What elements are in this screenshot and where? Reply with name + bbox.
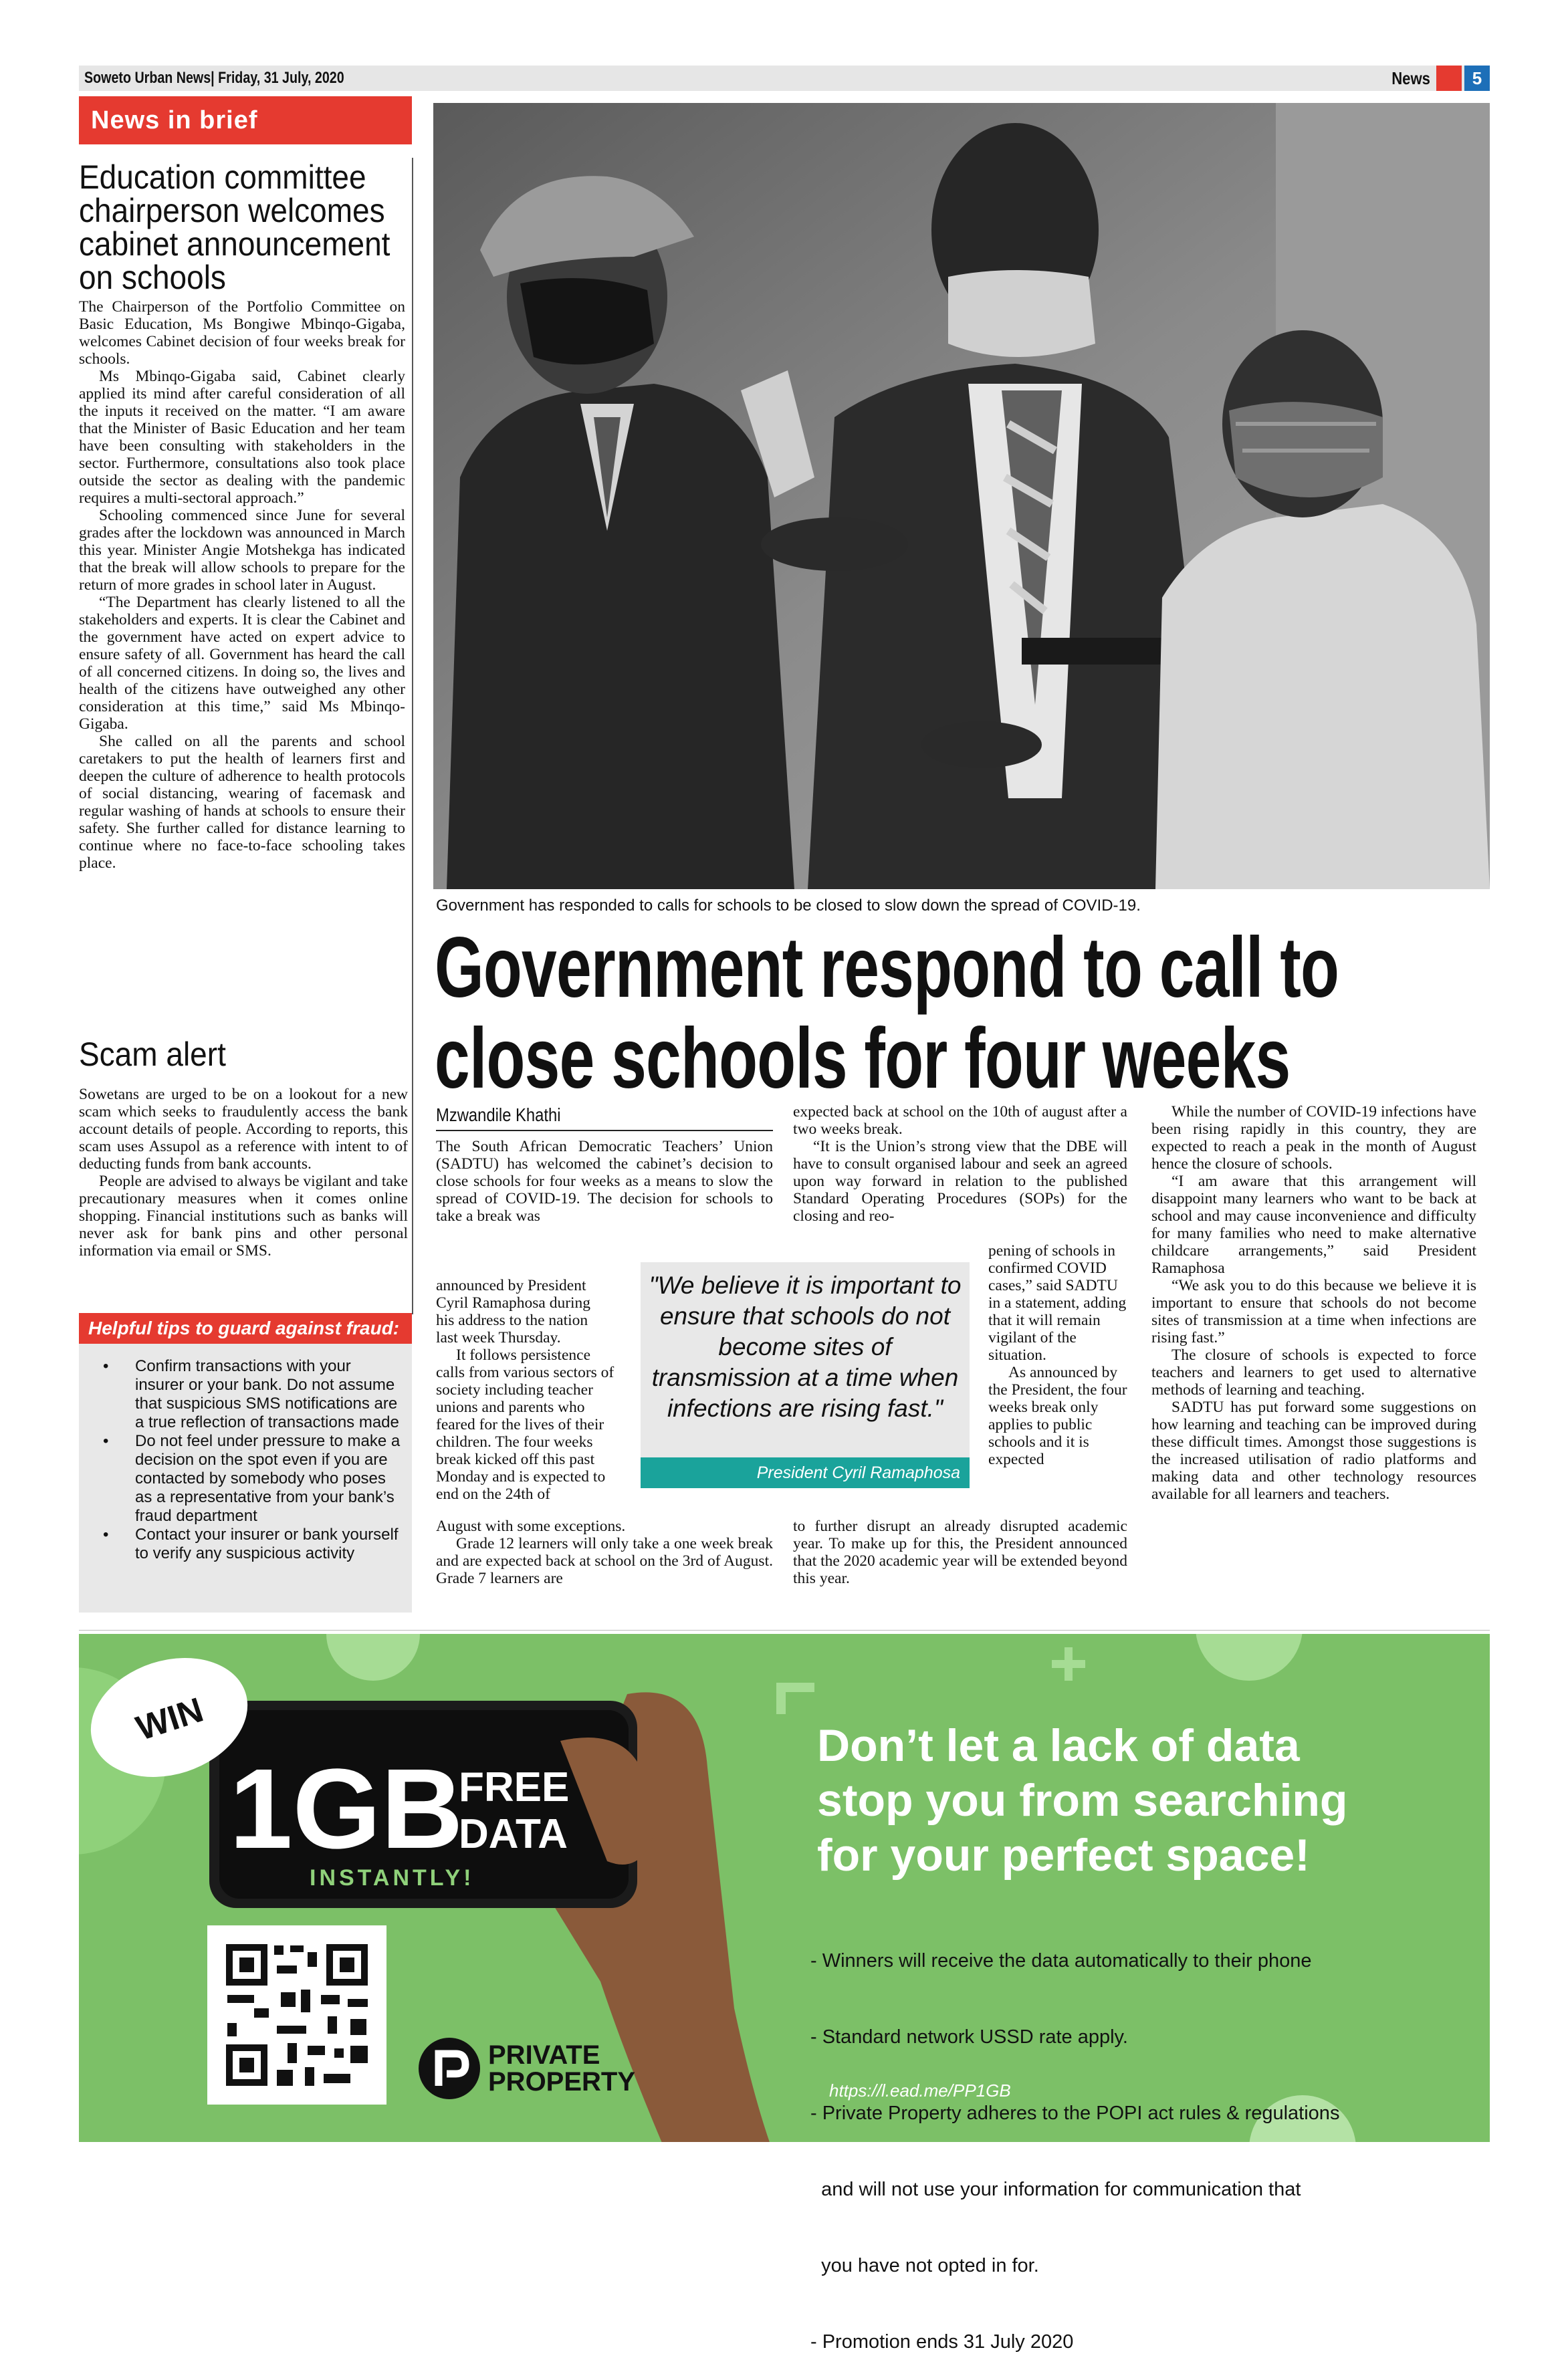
text-line: last week Thursday. [436,1329,561,1346]
paragraph: The South African Democratic Teachers’ Union (SADTU) has welcomed the cabinet’s decision to close schools for four weeks as a means to slow the spread of COVID-19. The decision for schools to take a break was [436,1138,773,1225]
brand-name-line1: PRIVATE [488,2040,600,2070]
tip-text: Contact your insurer or bank yourself to verify any suspicious activity [135,1526,399,1562]
scam-alert-title: Scam alert [79,1036,226,1073]
text-line: announced by President [436,1277,586,1294]
list-item: - Winners will receive the data automatically to their phone [810,1950,1312,1972]
masthead: Soweto Urban News| Friday, 31 July, 2020 [84,69,344,87]
article-column-2-top [793,1103,1127,1225]
brand-name-line2: PROPERTY [488,2067,636,2097]
section-color-block [1436,66,1462,91]
paragraph: The Chairperson of the Portfolio Committee on Basic Education, Ms Bongiwe Mbinqo-Gigaba, welcomes Cabinet decision of four weeks break for schools. [79,298,405,368]
ad-headline-line: for your perfect space! [817,1830,1310,1881]
page-number: 5 [1464,66,1490,91]
paragraph: “The Department has clearly listened to all the stakeholders and experts. It is clear the Cabinet and the government have acted on expert advice to ensure safety of all. Government has heard the call of all concerned citizens. In doing so, the lives and health of the citizens have outweighed any other consideration at this time,” said Ms Mbinqo-Gigaba. [79,594,405,733]
paragraph: pening of schools in confirmed COVID cases,” said SADTU in a statement, adding that it will remain vigilant of the situation. [988,1242,1127,1364]
byline-rule [436,1130,773,1131]
paragraph: Ms Mbinqo-Gigaba said, Cabinet clearly applied its mind after careful consideration of all the inputs it received on the matter. “I am aware that the Minister of Basic Education and her team have been consulting with stakeholders in the sector. Furthermore, consultations also took place outside the sector as dealing with the pandemic requires a multi-sectoral approach.” [79,368,405,507]
ad-headline-line: Don’t let a lack of data [817,1720,1300,1771]
qr-code[interactable] [207,1925,386,2105]
paragraph: Grade 12 learners will only take a one week break and are expected back at school on the 3rd of August. Grade 7 learners are [436,1535,773,1587]
paragraph: It follows persistence calls from various sectors of society including teacher unions and parents who feared for the lives of their children. The four weeks break kicked off this past Monday and is expected to end on the 24th of [436,1346,615,1503]
section-divider [79,1630,1490,1631]
paragraph: expected back at school on the 10th of august after a two weeks break. [793,1103,1127,1138]
private-property-logo[interactable] [416,2035,670,2102]
column-divider [412,158,413,1314]
scam-alert-body [79,1086,408,1260]
paragraph: She called on all the parents and school caretakers to put the health of learners first and deepen the culture of adherence to health protocols of social distancing, wearing of facemask and regular washing of hands at schools to ensure their safety. She further called for distance learning to continue where no face-to-face schooling takes place. [79,733,405,872]
paragraph: Schooling commenced since June for several grades after the lockdown was announced in March this year. Minister Angie Motshekga has indicated that the break will allow schools to prepare for the return of more grades in school later in August. [79,507,405,594]
byline: Mzwandile Khathi [436,1104,561,1125]
private-property-icon [416,2035,483,2102]
photo-caption: Government has responded to calls for schools to be closed to slow down the spread of COVID-19. [436,897,1141,915]
paragraph: SADTU has put forward some suggestions on how learning and teaching can be improved during these difficult times. Amongst those suggestions is the increased utilisation of radio platforms and making data and other technology resources available for all learners and teachers. [1151,1399,1476,1503]
article-column-2-bottom [793,1518,1127,1587]
ad-terms-list [810,1897,1452,2380]
photo-illustration [433,103,1490,889]
news-in-brief-banner [79,96,412,144]
list-item [94,1357,401,1432]
bullet-icon: • [103,1432,109,1450]
ad-big-text: 1GB [229,1746,463,1873]
ad-link[interactable]: https://l.ead.me/PP1GB [829,2080,1011,2101]
paragraph: “I am aware that this arrangement will disappoint many learners who want to be back at school and may cause inconvenience and difficulty for many families who need to make alternative childcare arrangements,” said President Ramaphosa [1151,1173,1476,1277]
section-label: News [1391,68,1430,88]
article-column-1-narrow [436,1277,615,1503]
bullet-icon: • [103,1357,109,1375]
tips-list [94,1357,401,1563]
paragraph: “We ask you to do this because we believe it is important to ensure that schools do not become sites of transmission at a time when infections are rising fast.” [1151,1277,1476,1346]
ad-free-text: FREE [459,1764,570,1810]
qr-code-icon [207,1925,386,2105]
paragraph: As announced by the President, the four weeks break only applies to public schools and it is expected [988,1364,1127,1468]
paragraph: to further disrupt an already disrupted academic year. To make up for this, the President announced that the 2020 academic year will be extended beyond this year. [793,1518,1127,1587]
article-column-3 [1151,1103,1476,1503]
banner-label: News in brief [91,106,258,134]
pull-quote-attribution: President Cyril Ramaphosa [756,1463,960,1482]
pull-quote: "We believe it is important to ensure that schools do not become sites of transmission at a time when infections are rising fast." [649,1272,962,1422]
list-item: - Private Property adheres to the POPI act rules & regulations [810,2103,1340,2124]
paragraph: While the number of COVID-19 infections have been rising rapidly in this country, they are expected to reach a peak in the month of August hence the closure of schools. [1151,1103,1476,1173]
text-line: his address to the nation [436,1312,588,1329]
list-item: - Promotion ends 31 July 2020 [810,2331,1074,2353]
paragraph: Sowetans are urged to be on a lookout for a new scam which seeks to fraudulently access the bank account details of people. According to reports, this scam uses Assupol as a reference with intent to of deducting funds from bank accounts. [79,1086,408,1173]
text-line: Cyril Ramaphosa during [436,1294,591,1312]
tip-text: Confirm transactions with your insurer or your bank. Do not assume that suspicious SMS notifications are a true reflection of transactions made [135,1357,399,1431]
brief-story-title [79,160,411,294]
ad-headline-line: stop you from searching [817,1775,1348,1826]
title-line: Education committee [79,158,366,196]
tips-heading: Helpful tips to guard against fraud: [79,1313,412,1344]
list-item: and will not use your information for communication that [810,2179,1301,2200]
tip-text: Do not feel under pressure to make a decision on the spot even if you are contacted by somebody who poses as a representative from your bank’s fraud department [135,1432,401,1525]
article-photo [433,103,1490,889]
list-item: - Standard network USSD rate apply. [810,2026,1128,2048]
headline-line: Government respond to call to [435,920,1339,1016]
paragraph: The closure of schools is expected to force teachers and learners to get used to alternative methods of learning and teaching. [1151,1346,1476,1399]
title-line: cabinet announcement [79,225,390,263]
title-line: on schools [79,259,226,296]
paragraph: August with some exceptions. [436,1518,626,1535]
headline-line: close schools for four weeks [435,1011,1291,1106]
paragraph: People are advised to always be vigilant and take precautionary measures when it comes online shopping. Financial institutions such as banks will never ask for bank pins and other personal information via email or SMS. [79,1173,409,1260]
article-headline [435,920,1339,1106]
article-column-1-bottom [436,1518,773,1587]
bullet-icon: • [103,1526,109,1544]
ad-instantly-text: INSTANTLY! [310,1865,475,1891]
article-column-2-narrow [988,1242,1127,1468]
paragraph: “It is the Union’s strong view that the DBE will have to consult organised labour and seek an agreed upon way forward in relation to the published Standard Operating Procedures (SOPs) for the closing and reo- [793,1138,1127,1225]
ad-headline [817,1718,1472,1883]
list-item: you have not opted in for. [810,2255,1039,2276]
ad-data-text: DATA [459,1811,568,1857]
list-item [94,1526,401,1563]
title-line: chairperson welcomes [79,192,385,229]
brief-story-body [79,298,405,872]
article-column-1-top [436,1138,773,1225]
list-item [94,1432,401,1526]
win-badge: WIN [131,1690,208,1749]
